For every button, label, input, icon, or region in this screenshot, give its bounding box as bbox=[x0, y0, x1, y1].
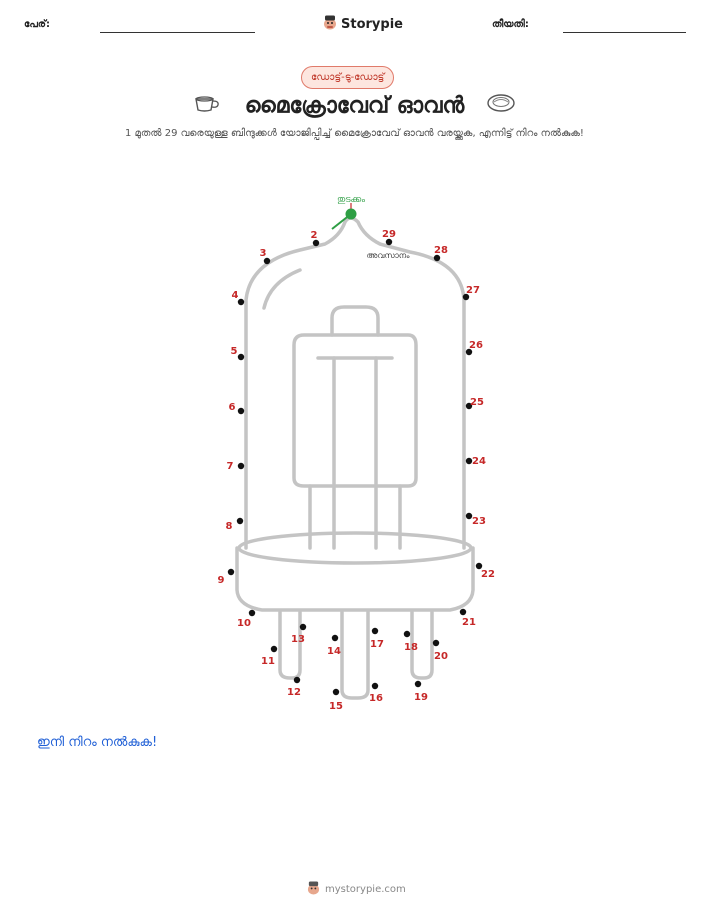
dot-number: 19 bbox=[414, 692, 428, 703]
dot-number: 26 bbox=[469, 340, 483, 351]
dot-number: 14 bbox=[327, 646, 341, 657]
dot-point bbox=[415, 681, 421, 687]
dot-20 bbox=[433, 640, 448, 662]
dot-point bbox=[332, 635, 338, 641]
dot-point bbox=[346, 209, 357, 220]
dot-point bbox=[372, 628, 378, 634]
footer bbox=[307, 880, 406, 898]
dot-7 bbox=[227, 461, 245, 472]
dot-28 bbox=[434, 245, 448, 261]
dot-number: 10 bbox=[237, 618, 251, 629]
dot-point bbox=[249, 610, 255, 616]
dot-19 bbox=[414, 681, 428, 703]
dot-12 bbox=[287, 677, 301, 698]
name-label: പേര്: bbox=[24, 19, 50, 30]
instruction-text: 1 മുതൽ 29 വരെയുള്ള ബിന്ദുക്കൾ യോജിപ്പിച്ച് മൈക്രോവേവ് ഓവൻ വരയ്ക്കുക, എന്നിട്ട് നിറം നൽകുക! bbox=[125, 128, 584, 139]
dot-21 bbox=[460, 609, 476, 628]
brand-name: Storypie bbox=[341, 16, 403, 32]
dot-number: 22 bbox=[481, 569, 495, 580]
dot-point bbox=[333, 689, 339, 695]
dot-number: 29 bbox=[382, 229, 396, 240]
dot-9 bbox=[218, 569, 235, 586]
dot-number: 20 bbox=[434, 651, 448, 662]
dot-number: 27 bbox=[466, 285, 480, 296]
dot-23 bbox=[466, 513, 486, 527]
dot-point bbox=[238, 408, 244, 414]
dot-10 bbox=[237, 610, 255, 629]
dot-14 bbox=[327, 635, 341, 657]
dots-layer bbox=[218, 209, 495, 713]
dot-number: 21 bbox=[462, 617, 476, 628]
dot-5 bbox=[231, 346, 245, 360]
dot-2 bbox=[311, 230, 320, 246]
dot-number: 3 bbox=[259, 248, 267, 259]
dot-number: 12 bbox=[287, 687, 301, 698]
dot-number: 23 bbox=[472, 516, 486, 527]
dot-8 bbox=[226, 518, 244, 532]
dot-number: 11 bbox=[261, 656, 275, 667]
dot-point bbox=[228, 569, 234, 575]
dot-number: 6 bbox=[228, 402, 236, 413]
dot-number: 4 bbox=[231, 290, 239, 301]
dot-3 bbox=[260, 248, 271, 264]
start-label: തുടക്കം bbox=[336, 195, 366, 205]
dot-point bbox=[238, 299, 244, 305]
title-text: മൈക്രോവേവ് ഓവൻ bbox=[244, 93, 465, 119]
dot-number: 24 bbox=[472, 456, 486, 467]
dot-16 bbox=[369, 683, 383, 704]
dot-point bbox=[294, 677, 300, 683]
dot-number: 17 bbox=[370, 639, 384, 650]
dot-number: 9 bbox=[217, 575, 225, 586]
dot-25 bbox=[466, 397, 484, 409]
dot-point bbox=[271, 646, 277, 652]
dot-number: 15 bbox=[329, 701, 343, 712]
dot-point bbox=[404, 631, 410, 637]
dot-17 bbox=[370, 628, 384, 650]
dot-number: 16 bbox=[369, 693, 383, 704]
dot-point bbox=[237, 518, 243, 524]
footer-url: mystorypie.com bbox=[325, 883, 406, 895]
dot-22 bbox=[476, 563, 495, 580]
dot-24 bbox=[466, 456, 486, 467]
guide-drawing bbox=[237, 218, 473, 698]
dot-6 bbox=[229, 402, 245, 414]
dot-27 bbox=[463, 285, 480, 300]
dot-number: 18 bbox=[404, 642, 418, 653]
dot-1 bbox=[346, 209, 357, 220]
dot-point bbox=[238, 463, 244, 469]
storypie-footer-icon bbox=[307, 880, 320, 898]
dot-number: 25 bbox=[470, 397, 484, 408]
dot-point bbox=[433, 640, 439, 646]
dot-26 bbox=[466, 340, 483, 355]
dot-point bbox=[460, 609, 466, 615]
dot-number: 28 bbox=[434, 245, 448, 256]
dot-point bbox=[238, 354, 244, 360]
dot-29 bbox=[382, 229, 396, 245]
color-prompt: ഇനി നിറം നൽകുക! bbox=[37, 735, 158, 750]
end-label: അവസാനം bbox=[366, 251, 410, 260]
dot-number: 5 bbox=[230, 346, 238, 357]
dot-point bbox=[372, 683, 378, 689]
activity-badge: ഡോട്ട്-ടു-ഡോട്ട് bbox=[301, 66, 394, 89]
dot-number: 8 bbox=[225, 521, 233, 532]
dot-number: 7 bbox=[226, 461, 234, 472]
dot-point bbox=[300, 624, 306, 630]
dot-11 bbox=[261, 646, 277, 667]
dot-number: 2 bbox=[310, 230, 318, 241]
date-label: തീയതി: bbox=[492, 19, 529, 30]
dot-4 bbox=[232, 290, 245, 305]
dot-number: 13 bbox=[291, 634, 305, 645]
